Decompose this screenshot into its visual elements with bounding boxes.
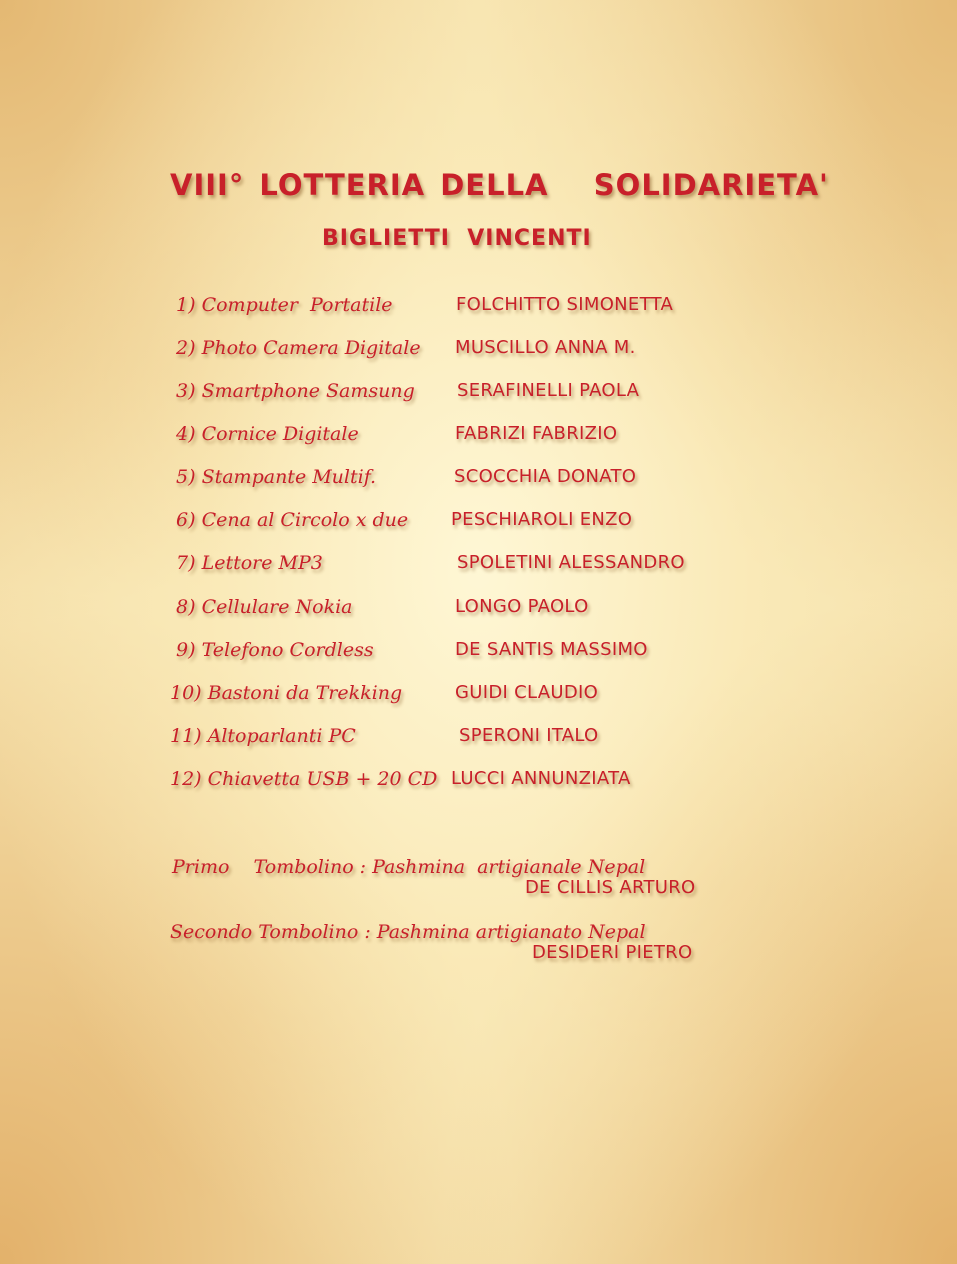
prize-row [0,466,957,496]
winning-tickets-subtitle: BIGLIETTI VINCENTI [322,226,592,251]
prize-name: 2) Photo Camera Digitale [170,337,421,359]
prize-row [0,596,957,626]
prize-winner: DE SANTIS MASSIMO [455,639,648,660]
prize-winner: PESCHIAROLI ENZO [451,509,633,530]
prize-row [0,294,957,324]
first-tombolino-winner: DE CILLIS ARTURO [525,877,696,898]
prize-name: 1) Computer Portatile [170,294,393,316]
prize-winner: SERAFINELLI PAOLA [457,380,640,401]
prize-name: 10) Bastoni da Trekking [170,682,403,704]
prize-row [0,337,957,367]
prize-winner: FOLCHITTO SIMONETTA [456,294,674,315]
prize-name: 11) Altoparlanti PC [170,725,356,747]
second-tombolino-winner: DESIDERI PIETRO [532,942,693,963]
lottery-title: VIII° LOTTERIA DELLA SOLIDARIETA' [170,168,829,202]
prize-row [0,682,957,712]
prize-row [0,725,957,755]
prize-name: 4) Cornice Digitale [170,423,359,445]
prize-row [0,552,957,582]
prize-row [0,639,957,669]
prize-winner: SCOCCHIA DONATO [454,466,637,487]
prize-name: 12) Chiavetta USB + 20 CD [170,768,438,790]
prize-row [0,768,957,798]
prize-row [0,423,957,453]
prize-winner: GUIDI CLAUDIO [455,682,599,703]
prize-name: 5) Stampante Multif. [170,466,377,488]
prize-winner: MUSCILLO ANNA M. [455,337,636,358]
prize-name: 7) Lettore MP3 [170,552,323,574]
prize-winner: SPERONI ITALO [459,725,599,746]
prize-winner: SPOLETINI ALESSANDRO [457,552,685,573]
prize-winner: LONGO PAOLO [455,596,589,617]
prize-row [0,509,957,539]
prize-name: 9) Telefono Cordless [170,639,374,661]
prize-name: 6) Cena al Circolo x due [170,509,409,531]
second-tombolino-label: Secondo Tombolino : Pashmina artigianato Nepal [170,921,646,943]
prize-name: 3) Smartphone Samsung [170,380,415,402]
first-tombolino-label: Primo Tombolino : Pashmina artigianale Nepal [172,856,646,878]
prize-winner: LUCCI ANNUNZIATA [451,768,631,789]
prize-winner: FABRIZI FABRIZIO [455,423,618,444]
prize-row [0,380,957,410]
prize-name: 8) Cellulare Nokia [170,596,353,618]
